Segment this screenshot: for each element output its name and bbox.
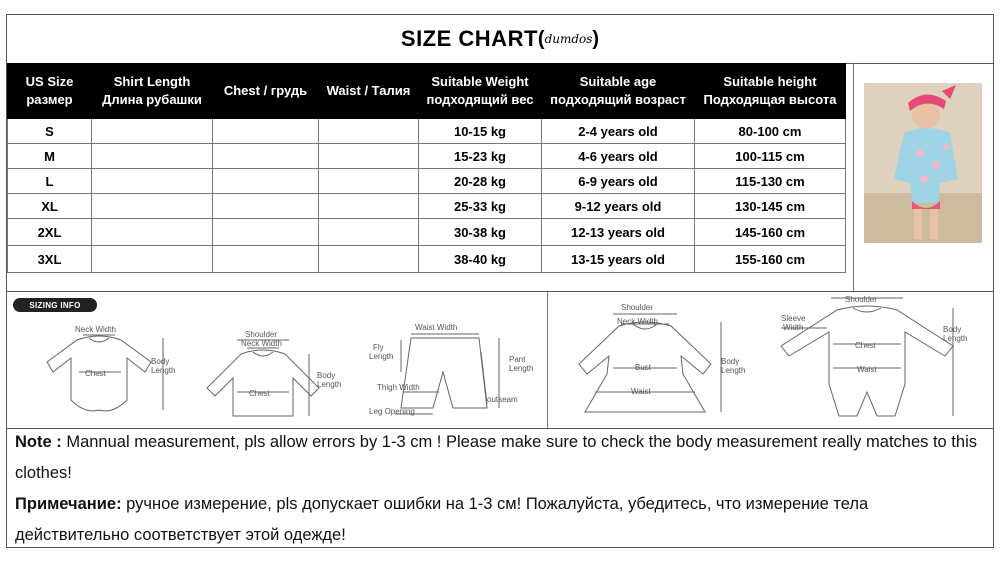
page-title: SIZE CHART xyxy=(400,26,538,51)
cell-age: 6-9 years old xyxy=(542,169,695,194)
svg-text:Length: Length xyxy=(369,352,394,361)
cell-waist xyxy=(319,169,419,194)
brand-name: dumdos xyxy=(544,32,593,46)
cell-size: 3XL xyxy=(8,246,92,273)
cell-chest xyxy=(213,144,319,169)
cell-height: 145-160 cm xyxy=(695,219,846,246)
cell-shirt xyxy=(92,194,213,219)
svg-text:Shoulder: Shoulder xyxy=(621,303,654,312)
svg-text:Length: Length xyxy=(943,334,968,343)
cell-age: 13-15 years old xyxy=(542,246,695,273)
cell-height: 80-100 cm xyxy=(695,119,846,144)
bodysuit-diagram xyxy=(27,292,197,428)
notes-section xyxy=(7,427,993,551)
sizing-info-badge: SIZING INFO xyxy=(13,298,97,312)
svg-text:Sleeve: Sleeve xyxy=(781,314,806,323)
product-photo-cell xyxy=(853,63,994,291)
cell-waist xyxy=(319,194,419,219)
cell-shirt xyxy=(92,169,213,194)
cell-age: 4-6 years old xyxy=(542,144,695,169)
cell-shirt xyxy=(92,219,213,246)
cell-size: L xyxy=(8,169,92,194)
cell-weight: 10-15 kg xyxy=(419,119,542,144)
cell-shirt xyxy=(92,246,213,273)
pants-diagram xyxy=(359,292,547,428)
svg-text:outseam: outseam xyxy=(487,395,518,404)
product-photo xyxy=(864,83,982,243)
cell-chest xyxy=(213,119,319,144)
svg-text:Fly: Fly xyxy=(373,343,384,352)
svg-text:Length: Length xyxy=(317,380,342,389)
svg-text:Body: Body xyxy=(943,325,962,334)
note-english: Note : Mannual measurement, pls allow errors by 1-3 cm ! Please make sure to check the body measurement really matches to this clothes! xyxy=(15,433,977,482)
svg-text:Body: Body xyxy=(721,357,740,366)
header-weight: Suitable Weight подходящий вес xyxy=(419,64,542,119)
size-table xyxy=(7,63,846,273)
cell-weight: 25-33 kg xyxy=(419,194,542,219)
table-row xyxy=(8,194,846,219)
table-row xyxy=(8,246,846,273)
svg-text:Thigh Width: Thigh Width xyxy=(377,383,420,392)
svg-text:Body: Body xyxy=(151,357,170,366)
title-bar: SIZE CHART ( dumdos ) xyxy=(7,15,993,64)
cell-height: 155-160 cm xyxy=(695,246,846,273)
cell-age: 2-4 years old xyxy=(542,119,695,144)
svg-text:Length: Length xyxy=(721,366,746,375)
table-row xyxy=(8,219,846,246)
cell-weight: 15-23 kg xyxy=(419,144,542,169)
cell-size: S xyxy=(8,119,92,144)
svg-text:Neck Width: Neck Width xyxy=(241,339,282,348)
svg-text:Chest: Chest xyxy=(85,369,106,378)
table-row xyxy=(8,144,846,169)
header-age: Suitable age подходящий возраст xyxy=(542,64,695,119)
table-header-row xyxy=(8,64,846,119)
svg-text:Length: Length xyxy=(509,364,534,373)
cell-chest xyxy=(213,219,319,246)
cell-weight: 30-38 kg xyxy=(419,219,542,246)
svg-text:Chest: Chest xyxy=(249,389,270,398)
svg-text:Waist: Waist xyxy=(857,365,877,374)
svg-text:Neck Width: Neck Width xyxy=(75,325,116,334)
header-height: Suitable height Подходящая высота xyxy=(695,64,846,119)
cell-weight: 38-40 kg xyxy=(419,246,542,273)
table-row xyxy=(8,169,846,194)
cell-size: M xyxy=(8,144,92,169)
svg-text:Pant: Pant xyxy=(509,355,526,364)
svg-text:Length: Length xyxy=(151,366,176,375)
header-shirt-length: Shirt Length Длина рубашки xyxy=(92,64,213,119)
sizing-info-diagrams xyxy=(7,291,993,429)
svg-text:Leg Opening: Leg Opening xyxy=(369,407,415,416)
svg-text:Bust: Bust xyxy=(635,363,652,372)
cell-chest xyxy=(213,194,319,219)
cell-age: 12-13 years old xyxy=(542,219,695,246)
svg-text:Shoulder: Shoulder xyxy=(845,295,878,304)
dress-diagram xyxy=(555,292,755,428)
cell-age: 9-12 years old xyxy=(542,194,695,219)
cell-height: 115-130 cm xyxy=(695,169,846,194)
cell-height: 100-115 cm xyxy=(695,144,846,169)
svg-text:Waist: Waist xyxy=(631,387,651,396)
cell-shirt xyxy=(92,119,213,144)
romper-diagram xyxy=(767,292,991,428)
cell-waist xyxy=(319,119,419,144)
svg-text:Waist Width: Waist Width xyxy=(415,323,458,332)
cell-waist xyxy=(319,246,419,273)
cell-height: 130-145 cm xyxy=(695,194,846,219)
cell-size: 2XL xyxy=(8,219,92,246)
cell-size: XL xyxy=(8,194,92,219)
svg-text:Width: Width xyxy=(783,323,804,332)
size-chart-frame xyxy=(6,14,994,548)
cell-chest xyxy=(213,169,319,194)
svg-text:Shoulder: Shoulder xyxy=(245,330,278,339)
header-us-size: US Size размер xyxy=(8,64,92,119)
svg-text:Chest: Chest xyxy=(855,341,876,350)
note-russian: Примечание: ручное измерение, pls допускает ошибки на 1-3 см! Пожалуйста, убедитесь, что измерение тела действительно соответствует этой одежде! xyxy=(15,495,869,544)
cell-waist xyxy=(319,144,419,169)
cell-weight: 20-28 kg xyxy=(419,169,542,194)
cell-shirt xyxy=(92,144,213,169)
cell-chest xyxy=(213,246,319,273)
svg-text:Neck Width: Neck Width xyxy=(617,317,658,326)
header-chest: Chest / грудь xyxy=(213,64,319,119)
cell-waist xyxy=(319,219,419,246)
table-row xyxy=(8,119,846,144)
svg-text:Body: Body xyxy=(317,371,336,380)
header-waist: Waist / Талия xyxy=(319,64,419,119)
shirt-diagram xyxy=(193,292,363,428)
